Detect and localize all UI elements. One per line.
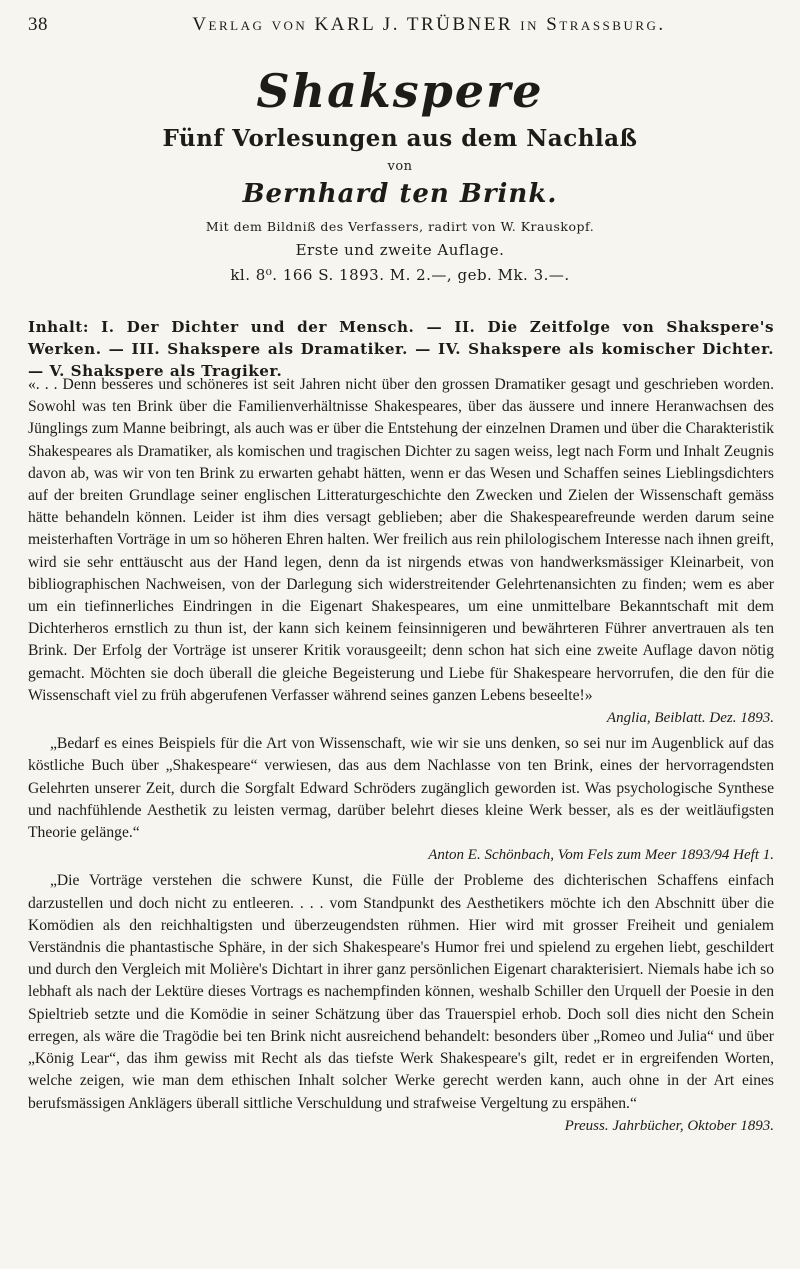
review-source: Preuss. Jahrbücher, Oktober 1893.	[564, 1117, 774, 1134]
price-line: kl. 8⁰. 166 S. 1893. M. 2.—, geb. Mk. 3.—.	[230, 266, 570, 284]
review-text: «. . . Denn besseres und schöneres ist seit Jahren nicht über den grossen Dramatiker gesagt und geschrieben worden. Sowohl was ten Brink über die Familienverhältnisse Shakespeares, über das äussere und innere Heranwachsen des Jünglings zum Manne beibringt, als auch was er über die Entstehung der einzelnen Dramen und über die Charakteristik Shakespeares als Dramatiker, als komischen und tragischen Dichter zu sagen weiss, legt nach Form und Inhalt Zeugnis davon ab, was wir von ten Brink zu erwarten gehabt hätten, wenn er das Wesen und Schaffen seines Lieblingsdichters auf der breiten Grundlage seiner englischen Litteraturgeschichte den Zwecken und Zielen der Wissenschaft gemäss hätte behandeln können. Leider ist ihm dies versagt geblieben; aber die Shakespearefreunde werden darum seine meisterhaften Vorträge in um so höheren Ehren halten. Wer freilich aus rein philologischem Interesse nach ihnen greift, wird sie sehr enttäuscht aus der Hand legen, denn da ist nirgends etwas von handwerksmässiger Kleinarbeit, von bibliographischen Nachweisen, von der Darlegung sich widerstreitender Gelehrtenansichten zu finden; wem es aber um ein tiefinnerliches Eindringen in die Eigenart Shakespeares, um eine unmittelbare Bekanntschaft mit dem Dichterheros ernstlich zu thun ist, der kann sich keinem feinsinnigeren und bewährteren Führer anvertrauen als ten Brink. Der Erfolg der Vorträge ist unserer Kritik vorausgeeilt; denn schon hat sich eine zweite Auflage davon nötig gemacht. Möchten sie doch überall die gleiche Begeisterung und Liebe für Shakespeare hervorrufen, die den für die Wissenschaft viel zu früh abgerufenen Verfasser während seines ganzen Lebens beseelte!»	[28, 376, 774, 704]
review-text: „Bedarf es eines Beispiels für die Art von Wissenschaft, wie wir sie uns denken, so sei nur im Augenblick auf das köstliche Buch über „Shakespeare“ verwiesen, das aus dem Nachlasse von ten Brink, eines der hervorragendsten Gelehrten unserer Zeit, durch die Sorgfalt Edward Schröders zugänglich geworden ist. Was psychologische Synthese und nachfühlende Aesthetik zu leisten vermag, darüber belehrt dieses kleine Werk besser, als es der weitläufigsten Theorie gelänge.“	[28, 735, 774, 842]
running-head	[0, 14, 800, 40]
book-title-block	[40, 62, 760, 287]
author-name: Bernhard ten Brink.	[242, 179, 558, 209]
reviews	[28, 374, 774, 1137]
by-line: von	[387, 159, 413, 174]
page-number: 38	[28, 14, 48, 35]
review-source: Anglia, Beiblatt. Dez. 1893.	[606, 710, 774, 727]
book-subtitle: Fünf Vorlesungen aus dem Nachlaß	[162, 125, 638, 152]
review-source: Anton E. Schönbach, Vom Fels zum Meer 1893/94 Heft 1.	[428, 847, 774, 864]
book-title: Shakspere	[256, 64, 544, 118]
portrait-note: Mit dem Bildniß des Verfassers, radirt von W. Krauskopf.	[205, 219, 595, 234]
table-of-contents	[28, 316, 774, 382]
publisher-header: Verlag von KARL J. TRÜBNER in Strassburg.	[192, 14, 666, 35]
contents-label: Inhalt:	[28, 318, 89, 336]
review-text: „Die Vorträge verstehen die schwere Kunst, die Fülle der Probleme des dichterischen Schaffens einfach darzustellen und doch nicht zu entleeren. . . . vom Standpunkt des Aesthetikers möchte ich den Abschnitt über die Komödien als den reichhaltigsten und überzeugendsten rühmen. Hier wird mit grosser Freiheit und genialem Verständnis die phantastische Sphäre, in der sich Shakespeare's Humor frei und spielend zu ergehen liebt, geschildert und durch den Vergleich mit Molière's Dichtart in ihrer ganz persönlichen Eigenart charakterisiert. Niemals habe ich so lebhaft als nach der Lektüre dieses Vortrags es nachempfinden können, weshalb Schiller den Urquell der Poesie in den Spieltrieb setzte und die Komödie in seiner Schätzung über das Trauerspiel erhob. Doch soll dies nicht den Schein erregen, als wäre die Tragödie bei ten Brink nicht ausreichend behandelt: besonders über „Romeo und Julia“ und über „König Lear“, das ihm gewiss mit Recht als das tiefste Werk Shakespeare's gilt, redet er in ergreifenden Worten, welche zeigen, wie man dem ethischen Inhalt solcher Werke gerecht werden kann, auch ohne in der Art eines berufsmässigen Anklägers überall sittliche Verschuldung und strafweise Vergeltung zu erspähen.“	[28, 872, 774, 1112]
edition-note: Erste und zweite Auflage.	[295, 241, 505, 259]
contents-text: I. Der Dichter und der Mensch. — II. Die Zeitfolge von Shakspere's Werken. — III. Shakspere als Dramatiker. — IV. Shakspere als komischer Dichter. — V. Shakspere als Tragiker.	[28, 318, 774, 380]
